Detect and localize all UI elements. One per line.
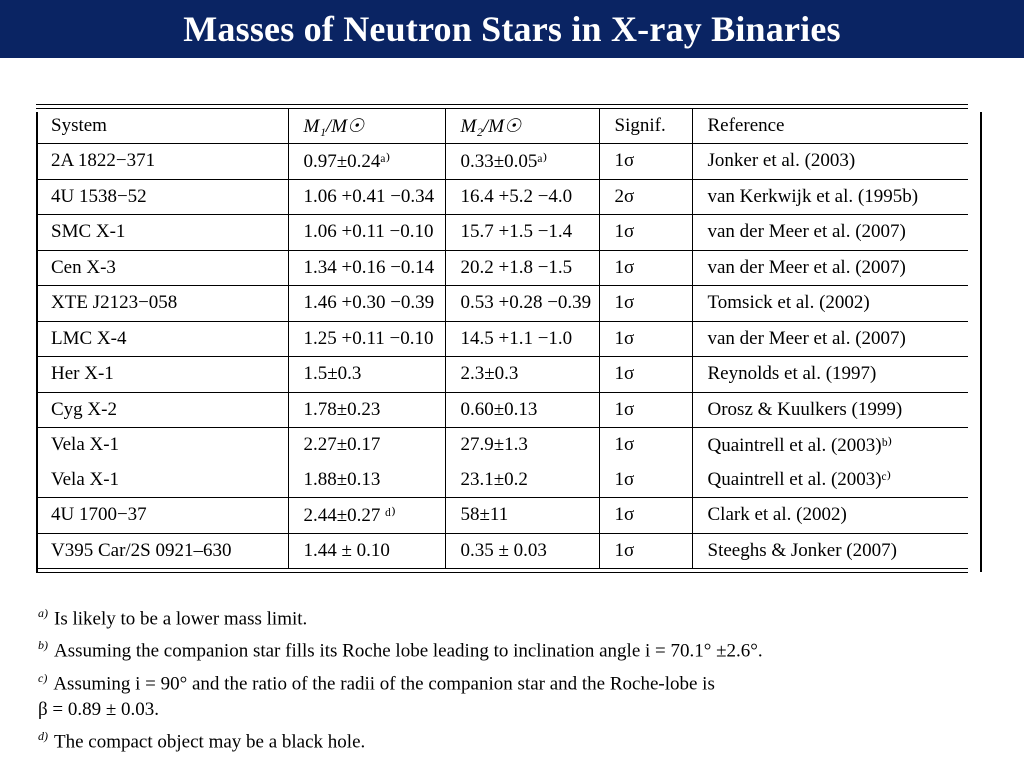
table-row: [36, 392, 968, 428]
table-row: [36, 144, 968, 180]
cell-m1: 2.44±0.27 ᵈ⁾: [288, 498, 445, 534]
table-header-row: [36, 109, 968, 144]
cell-reference: Quaintrell et al. (2003)ᶜ⁾: [692, 463, 968, 498]
cell-m2: 14.5 +1.1 −1.0: [445, 321, 599, 357]
table-row: [36, 428, 968, 463]
mass-table: [36, 109, 968, 568]
table-row: [36, 533, 968, 568]
cell-m2: 0.33±0.05ᵃ⁾: [445, 144, 599, 180]
cell-m2: 58±11: [445, 498, 599, 534]
cell-m1: 1.44 ± 0.10: [288, 533, 445, 568]
cell-reference: Jonker et al. (2003): [692, 144, 968, 180]
footnote-d-mark: d): [38, 728, 48, 743]
header-signif: Signif.: [599, 109, 692, 144]
header-reference: Reference: [692, 109, 968, 144]
cell-reference: Reynolds et al. (1997): [692, 357, 968, 393]
footnote-c: [38, 665, 998, 697]
cell-reference: van der Meer et al. (2007): [692, 250, 968, 286]
cell-reference: Steeghs & Jonker (2007): [692, 533, 968, 568]
page-title: Masses of Neutron Stars in X-ray Binaries: [183, 9, 841, 49]
cell-signif: 1σ: [599, 144, 692, 180]
cell-reference: Orosz & Kuulkers (1999): [692, 392, 968, 428]
footnote-c2-text: β = 0.89 ± 0.03.: [38, 698, 160, 720]
cell-system: Vela X-1: [36, 463, 288, 498]
cell-m1: 2.27±0.17: [288, 428, 445, 463]
footnote-d: [38, 723, 998, 755]
header-system: System: [36, 109, 288, 144]
cell-m1: 1.46 +0.30 −0.39: [288, 286, 445, 322]
cell-reference: Quaintrell et al. (2003)ᵇ⁾: [692, 428, 968, 463]
cell-signif: 1σ: [599, 392, 692, 428]
footnote-b-mark: b): [38, 638, 48, 653]
cell-signif: 1σ: [599, 321, 692, 357]
mass-table-container: [36, 104, 968, 573]
header-m1: M₁/M☉: [288, 109, 445, 144]
cell-m1: 1.25 +0.11 −0.10: [288, 321, 445, 357]
cell-system: 2A 1822−371: [36, 144, 288, 180]
cell-m1: 1.78±0.23: [288, 392, 445, 428]
cell-m1: 1.06 +0.11 −0.10: [288, 215, 445, 251]
cell-reference: Clark et al. (2002): [692, 498, 968, 534]
cell-system: 4U 1700−37: [36, 498, 288, 534]
footnote-a-text: Is likely to be a lower mass limit.: [54, 608, 308, 630]
cell-reference: Tomsick et al. (2002): [692, 286, 968, 322]
footnote-c-continued: [38, 697, 998, 723]
cell-system: SMC X-1: [36, 215, 288, 251]
cell-m1: 1.34 +0.16 −0.14: [288, 250, 445, 286]
table-row: [36, 250, 968, 286]
cell-m1: 1.88±0.13: [288, 463, 445, 498]
table-row: [36, 321, 968, 357]
footnotes: [38, 600, 998, 755]
cell-signif: 1σ: [599, 498, 692, 534]
cell-m2: 0.35 ± 0.03: [445, 533, 599, 568]
footnote-c-mark: c): [38, 670, 48, 685]
cell-reference: van Kerkwijk et al. (1995b): [692, 179, 968, 215]
cell-system: V395 Car/2S 0921–630: [51, 539, 232, 561]
cell-reference: van der Meer et al. (2007): [692, 215, 968, 251]
cell-signif: 1σ: [599, 286, 692, 322]
footnote-b-text: Assuming the companion star fills its Roche lobe leading to inclination angle i = 70.1° ±2.6°.: [54, 640, 763, 662]
table-row: [36, 179, 968, 215]
cell-m1: 1.06 +0.41 −0.34: [288, 179, 445, 215]
table-row: [36, 286, 968, 322]
cell-system: XTE J2123−058: [36, 286, 288, 322]
cell-m2: 0.60±0.13: [445, 392, 599, 428]
cell-m2: 15.7 +1.5 −1.4: [445, 215, 599, 251]
footnote-b: [38, 632, 998, 664]
cell-signif: 1σ: [599, 463, 692, 498]
table-row: [36, 463, 968, 498]
cell-system: Cen X-3: [36, 250, 288, 286]
table-row: [36, 357, 968, 393]
table-row: [36, 215, 968, 251]
footnote-c-text: Assuming i = 90° and the ratio of the radii of the companion star and the Roche-lobe is: [53, 672, 715, 694]
footnote-a: [38, 600, 998, 632]
cell-system: Vela X-1: [51, 434, 120, 456]
footnote-d-text: The compact object may be a black hole.: [54, 731, 366, 753]
table-right-edge: [980, 112, 982, 572]
cell-signif: 1σ: [599, 428, 692, 463]
cell-m2: 16.4 +5.2 −4.0: [445, 179, 599, 215]
cell-m1: 1.5±0.3: [288, 357, 445, 393]
cell-system: Her X-1: [36, 357, 288, 393]
cell-system: Cyg X-2: [36, 392, 288, 428]
cell-system: LMC X-4: [36, 321, 288, 357]
cell-m2: 20.2 +1.8 −1.5: [445, 250, 599, 286]
header-m2: M₂/M☉: [445, 109, 599, 144]
footnote-a-mark: a): [38, 606, 48, 620]
cell-signif: 1σ: [599, 357, 692, 393]
cell-m2: 0.53 +0.28 −0.39: [445, 286, 599, 322]
cell-m1: 0.97±0.24ᵃ⁾: [288, 144, 445, 180]
cell-reference: van der Meer et al. (2007): [692, 321, 968, 357]
bottom-double-rule: [36, 568, 968, 573]
cell-signif: 2σ: [599, 179, 692, 215]
cell-m2: 23.1±0.2: [445, 463, 599, 498]
cell-signif: 1σ: [599, 215, 692, 251]
title-bar: [0, 0, 1024, 58]
cell-system: 4U 1538−52: [36, 179, 288, 215]
cell-signif: 1σ: [599, 533, 692, 568]
cell-m2: 27.9±1.3: [445, 428, 599, 463]
table-row: [36, 498, 968, 534]
cell-m2: 2.3±0.3: [445, 357, 599, 393]
cell-signif: 1σ: [599, 250, 692, 286]
